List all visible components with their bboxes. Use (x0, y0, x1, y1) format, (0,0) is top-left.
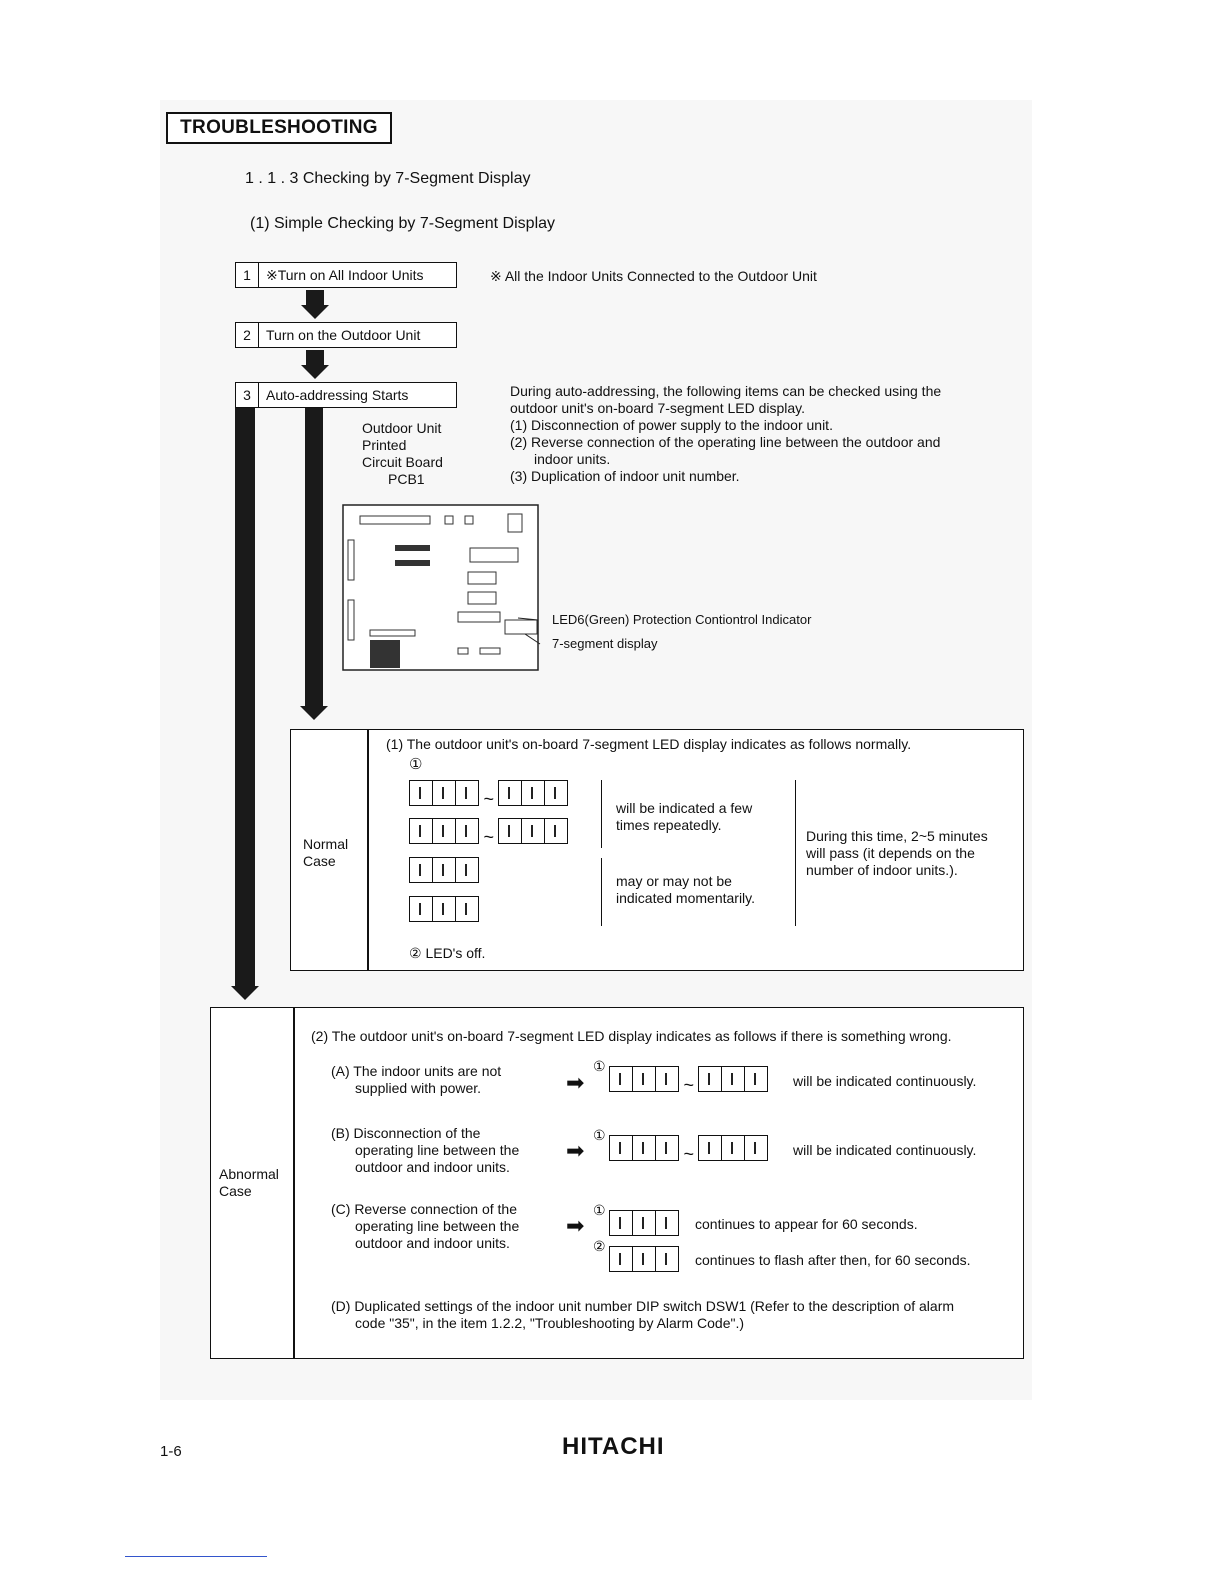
abnormal-case-label (219, 1166, 279, 1200)
tilde: ~ (683, 1075, 694, 1095)
right-arrow-icon: ➡ (566, 1070, 585, 1095)
text-line: (2) Reverse connection of the operating line between the outdoor and (510, 434, 941, 450)
seg-display (409, 818, 479, 844)
text-line: (D) Duplicated settings of the indoor unit number DIP switch DSW1 (Refer to the description of alarm (331, 1298, 955, 1314)
step-number: 1 (236, 263, 259, 287)
divider (293, 1008, 295, 1358)
step-number: 3 (236, 383, 259, 407)
brace (791, 780, 796, 926)
normal-case-box (290, 729, 1024, 971)
text-line: (B) Disconnection of the (331, 1125, 481, 1141)
seg-display (409, 857, 479, 883)
pcb-diagram (340, 500, 550, 680)
down-arrow-icon (231, 986, 259, 1000)
text-line: supplied with power. (355, 1080, 482, 1096)
seg-row-3 (409, 857, 479, 887)
pcb-label (362, 420, 443, 488)
text-line: indoor units. (534, 451, 611, 467)
seg-display (609, 1246, 679, 1272)
tilde: ~ (683, 1144, 694, 1164)
item-d (331, 1298, 954, 1332)
text-line: will pass (it depends on the (806, 845, 975, 861)
pcb-component (395, 545, 430, 551)
seg-display (698, 1066, 768, 1092)
text-line: outdoor and indoor units. (355, 1159, 510, 1175)
divider (367, 730, 369, 970)
seg-display (409, 780, 479, 806)
abnormal-intro: (2) The outdoor unit's on-board 7-segment LED display indicates as follows if there is something wrong. (311, 1028, 952, 1044)
seg-row-c1 (609, 1210, 679, 1240)
step-label: Auto-addressing Starts (266, 387, 409, 403)
item-b-result: will be indicated continuously. (793, 1142, 977, 1158)
section-heading: 1 . 1 . 3 Checking by 7-Segment Display (245, 170, 531, 187)
tilde: ~ (483, 789, 494, 809)
text-line: Abnormal (219, 1166, 279, 1182)
normal-case-label (303, 836, 348, 870)
item-b (331, 1125, 519, 1176)
arrow-shaft (306, 290, 324, 306)
normal-text-b (616, 873, 755, 907)
led6-label: LED6(Green) Protection Contiontrol Indicator (552, 612, 812, 627)
seg-row-a (609, 1066, 768, 1096)
text-line: Case (219, 1183, 252, 1199)
seg-display (498, 780, 568, 806)
short-flow-bar (305, 408, 323, 706)
text-line: may or may not be (616, 873, 732, 889)
seg-display (409, 896, 479, 922)
step-3 (235, 382, 457, 408)
text-line: will be indicated a few (616, 800, 753, 816)
seg-display (609, 1135, 679, 1161)
leds-off: ② LED's off. (409, 945, 486, 961)
seven-segment-label: 7-segment display (552, 636, 658, 651)
circled-1: ① (593, 1202, 606, 1218)
item-a-result: will be indicated continuously. (793, 1073, 977, 1089)
text-line: PCB1 (388, 471, 425, 487)
item-c-result-2: continues to flash after then, for 60 seconds. (695, 1252, 971, 1268)
circled-1: ① (593, 1127, 606, 1143)
step-2 (235, 322, 457, 348)
text-line: times repeatedly. (616, 817, 722, 833)
item-c-result-1: continues to appear for 60 seconds. (695, 1216, 918, 1232)
seg-row-1 (409, 780, 568, 810)
right-arrow-icon: ➡ (566, 1213, 585, 1238)
text-line: number of indoor units.). (806, 862, 958, 878)
text-line: (A) The indoor units are not (331, 1063, 502, 1079)
page-title: TROUBLESHOOTING (166, 112, 392, 144)
normal-intro: (1) The outdoor unit's on-board 7-segment LED display indicates as follows normally. (386, 736, 912, 752)
down-arrow-icon (301, 305, 329, 319)
down-arrow-icon (300, 706, 328, 720)
text-line: code "35", in the item 1.2.2, "Troubleshooting by Alarm Code".) (355, 1315, 745, 1331)
item-a (331, 1063, 501, 1097)
seg-row-c2 (609, 1246, 679, 1276)
pcb-connector (370, 640, 400, 668)
text-line: Circuit Board (362, 454, 443, 470)
seg-display (609, 1210, 679, 1236)
text-line: (1) Disconnection of power supply to the indoor unit. (510, 417, 833, 433)
text-line: Normal (303, 836, 349, 852)
note-all-units: ※ All the Indoor Units Connected to the Outdoor Unit (490, 268, 817, 284)
text-line: indicated momentarily. (616, 890, 756, 906)
page-number: 1-6 (160, 1443, 182, 1460)
seg-row-4 (409, 896, 479, 926)
text-line: outdoor unit's on-board 7-segment LED display. (510, 400, 806, 416)
text-line: outdoor and indoor units. (355, 1235, 510, 1251)
text-line: During this time, 2~5 minutes (806, 828, 988, 844)
text-line: Outdoor Unit (362, 420, 442, 436)
pcb-component (395, 560, 430, 566)
subsection-heading: (1) Simple Checking by 7-Segment Display (250, 215, 556, 232)
step-label: Turn on the Outdoor Unit (266, 327, 421, 343)
step-1 (235, 262, 457, 288)
text-line: Case (303, 853, 336, 869)
seg-display (698, 1135, 768, 1161)
text-line: operating line between the (355, 1142, 520, 1158)
text-line: operating line between the (355, 1218, 520, 1234)
text-line: Printed (362, 437, 407, 453)
brand-logo: HITACHI (562, 1433, 665, 1460)
normal-during-text (806, 828, 988, 879)
right-arrow-icon: ➡ (566, 1138, 585, 1163)
circled-1: ① (593, 1058, 606, 1074)
tilde: ~ (483, 827, 494, 847)
step-number: 2 (236, 323, 259, 347)
text-line: (3) Duplication of indoor unit number. (510, 468, 740, 484)
arrow-shaft (306, 350, 324, 366)
seg-row-2 (409, 818, 568, 848)
seg-display (609, 1066, 679, 1092)
long-flow-bar (235, 408, 255, 986)
auto-addressing-text (510, 383, 941, 485)
down-arrow-icon (301, 365, 329, 379)
text-line: During auto-addressing, the following items can be checked using the (510, 383, 942, 399)
seg-row-b (609, 1135, 768, 1165)
abnormal-case-box (210, 1007, 1024, 1359)
normal-text-a (616, 800, 752, 834)
circled-2: ② (593, 1238, 606, 1254)
item-c (331, 1201, 519, 1252)
circled-1: ① (409, 756, 423, 773)
brace (597, 780, 602, 848)
step-label: ※Turn on All Indoor Units (266, 267, 424, 283)
text-line: (C) Reverse connection of the (331, 1201, 517, 1217)
footer-rule (125, 1556, 267, 1557)
seg-display (498, 818, 568, 844)
brace (597, 858, 602, 926)
